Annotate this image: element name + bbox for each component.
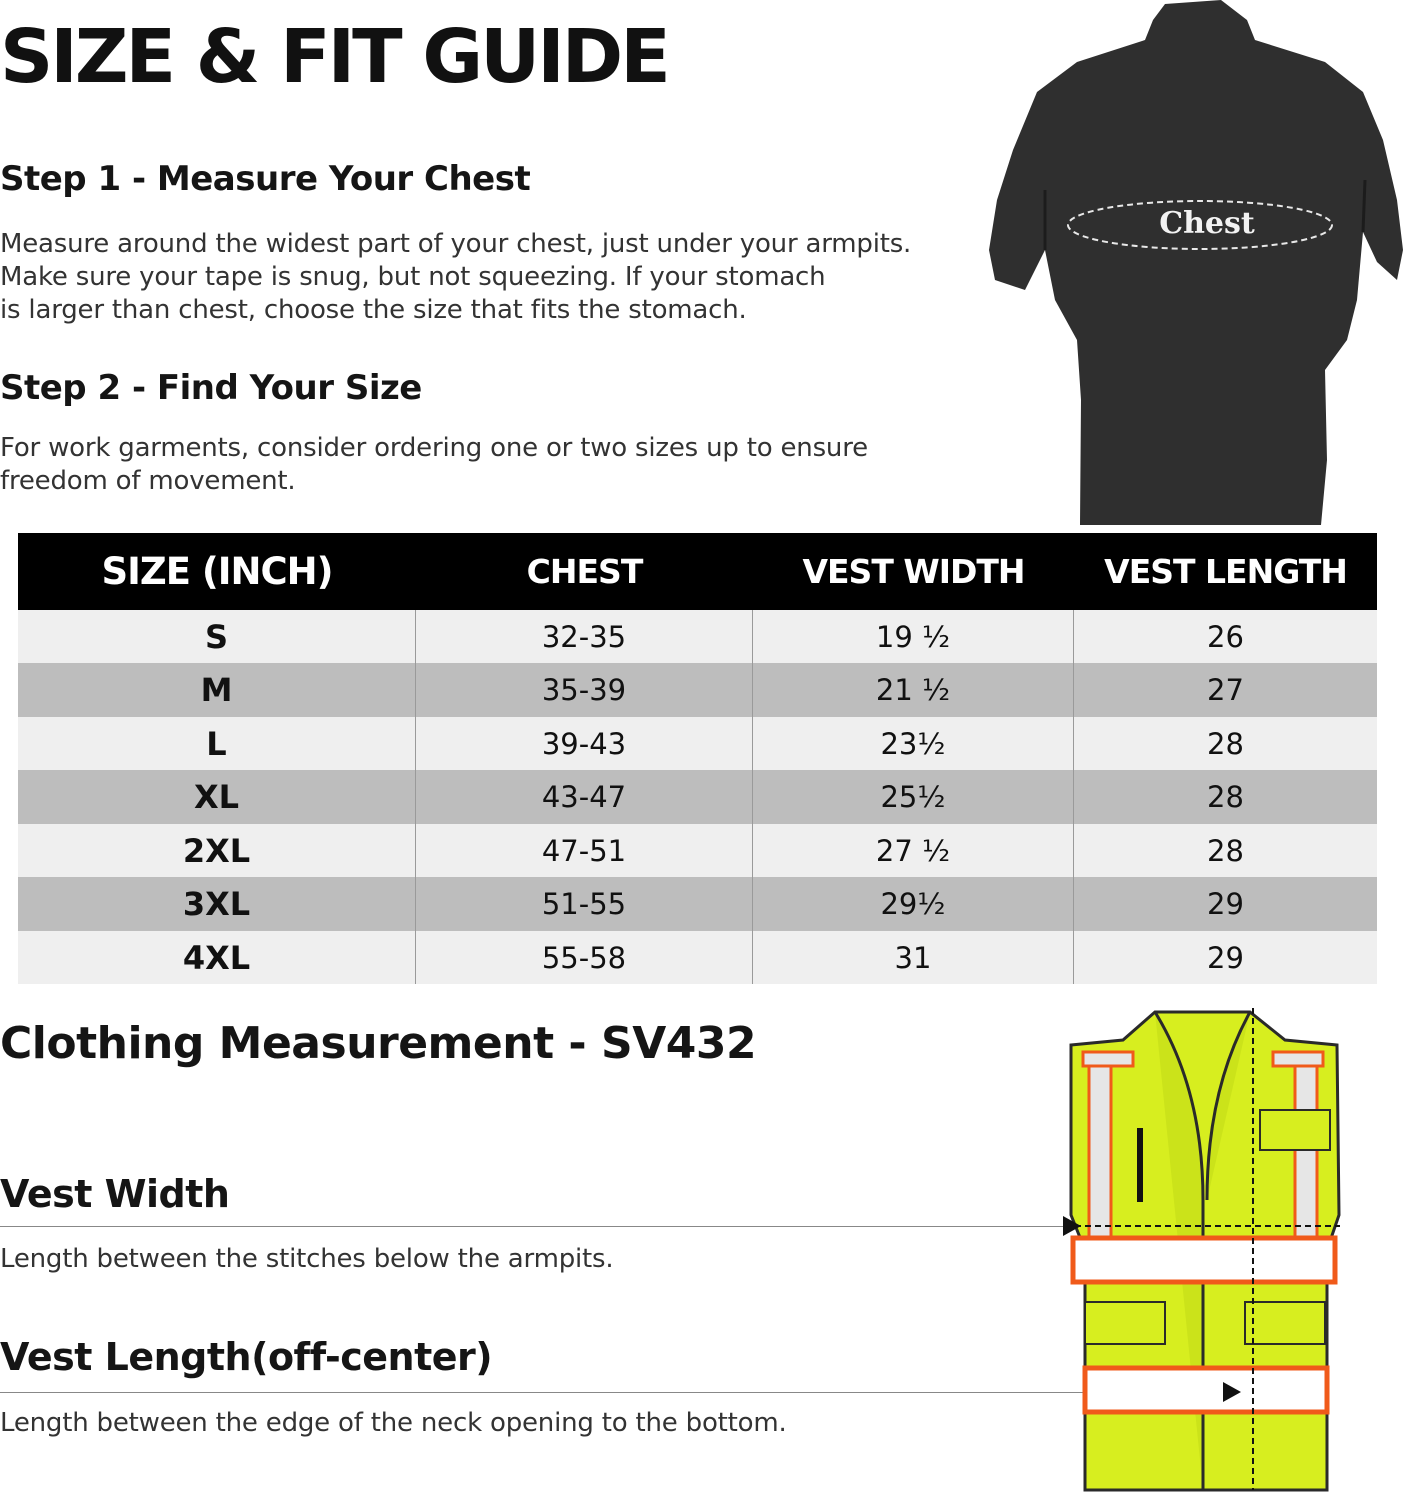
vest-width-text: Length between the stitches below the armpits. <box>0 1244 614 1274</box>
chest-label: Chest <box>1159 206 1255 241</box>
vest-length-text: Length between the edge of the neck opening to the bottom. <box>0 1408 787 1438</box>
cell-chest: 39-43 <box>416 717 753 770</box>
header-size: SIZE (INCH) <box>101 550 333 593</box>
header-vest-width: VEST WIDTH <box>802 552 1025 591</box>
cell-vest-length: 28 <box>1207 780 1244 814</box>
left-lower-pocket <box>1085 1302 1165 1344</box>
header-vest-length: VEST LENGTH <box>1104 552 1347 591</box>
cell-vest-width: 31 <box>753 931 1074 984</box>
cell-vest-width: 23½ <box>753 717 1074 770</box>
table-row <box>18 824 1377 877</box>
cell-chest: 32-35 <box>416 610 753 663</box>
torso-silhouette-illustration <box>985 0 1404 525</box>
step2-line: For work garments, consider ordering one or two sizes up to ensure <box>0 433 868 463</box>
step1-line: Measure around the widest part of your chest, just under your armpits. <box>0 229 912 259</box>
step1-line: Make sure your tape is snug, but not squeezing. If your stomach <box>0 262 826 292</box>
cell-chest: 43-47 <box>416 770 753 824</box>
header-chest: CHEST <box>526 552 643 591</box>
table-row <box>18 663 1377 717</box>
page-title: SIZE & FIT GUIDE <box>0 14 668 100</box>
left-zip-pocket <box>1137 1128 1143 1202</box>
lower-horizontal-strip <box>1085 1368 1327 1412</box>
cell-vest-width: 25½ <box>753 770 1074 824</box>
cell-chest: 35-39 <box>416 663 753 717</box>
step2-heading: Step 2 - Find Your Size <box>0 368 422 408</box>
vest-width-heading: Vest Width <box>0 1172 230 1216</box>
step1-line: is larger than chest, choose the size that fits the stomach. <box>0 295 747 325</box>
table-row <box>18 770 1377 824</box>
cell-size: XL <box>18 770 416 824</box>
cell-vest-length: 28 <box>1207 726 1244 761</box>
cell-size: 2XL <box>18 824 416 877</box>
right-shoulder-strip <box>1273 1052 1323 1066</box>
step2-text <box>0 432 868 498</box>
cell-vest-length: 28 <box>1207 833 1244 868</box>
vest-length-divider <box>0 1392 1210 1393</box>
upper-horizontal-strip <box>1073 1238 1335 1282</box>
cell-chest: 55-58 <box>416 931 753 984</box>
cell-vest-length: 29 <box>1207 887 1244 921</box>
cell-vest-width: 27 ½ <box>753 824 1074 877</box>
vest-length-heading: Vest Length(off-center) <box>0 1335 493 1379</box>
right-lower-pocket <box>1245 1302 1325 1344</box>
cell-size: L <box>18 717 416 770</box>
cell-vest-length: 27 <box>1207 673 1244 707</box>
step1-heading: Step 1 - Measure Your Chest <box>0 159 531 199</box>
cell-chest: 47-51 <box>416 824 753 877</box>
cell-vest-width: 29½ <box>753 877 1074 931</box>
cell-size: M <box>18 663 416 717</box>
step2-line: freedom of movement. <box>0 466 296 496</box>
table-row <box>18 717 1377 770</box>
cell-chest: 51-55 <box>416 877 753 931</box>
table-row <box>18 877 1377 931</box>
cell-size: 4XL <box>18 931 416 984</box>
size-table <box>18 533 1377 984</box>
table-row <box>18 610 1377 663</box>
left-shoulder-strip <box>1083 1052 1133 1066</box>
measurement-title: Clothing Measurement - SV432 <box>0 1018 757 1069</box>
vest-width-divider <box>0 1226 1070 1227</box>
cell-size: 3XL <box>18 877 416 931</box>
cell-vest-length: 29 <box>1207 940 1244 975</box>
cell-size: S <box>18 610 416 663</box>
cell-vest-length: 26 <box>1207 619 1244 654</box>
cell-vest-width: 21 ½ <box>753 663 1074 717</box>
left-vertical-strip <box>1089 1066 1111 1241</box>
step1-text <box>0 228 911 327</box>
table-header <box>18 533 1377 610</box>
cell-vest-width: 19 ½ <box>753 610 1074 663</box>
safety-vest-illustration <box>1055 1000 1350 1500</box>
silhouette-body <box>989 0 1403 525</box>
right-vertical-strip <box>1295 1066 1317 1241</box>
right-chest-pocket <box>1260 1110 1330 1150</box>
table-row <box>18 931 1377 984</box>
